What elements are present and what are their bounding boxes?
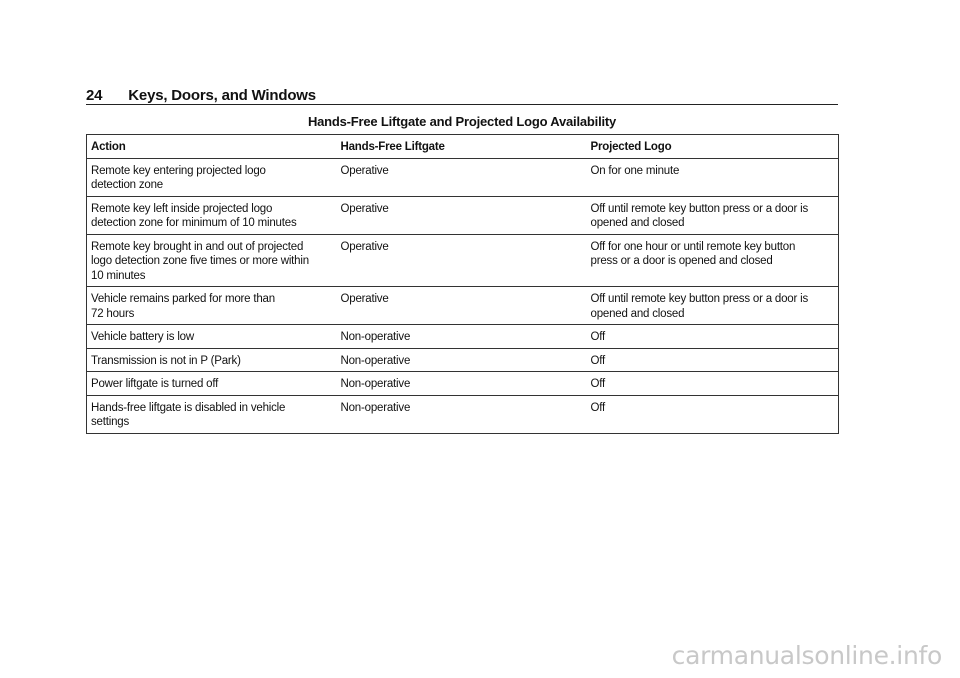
cell-action: Remote key brought in and out of projected logo detection zone five times or more within 10 minutes (87, 234, 337, 287)
column-header-action: Action (87, 135, 337, 159)
table-row (87, 348, 839, 372)
table-row (87, 196, 839, 234)
cell-logo: On for one minute (587, 158, 839, 196)
cell-action: Vehicle battery is low (87, 325, 337, 349)
cell-liftgate: Operative (337, 234, 587, 287)
column-header-projected-logo: Projected Logo (587, 135, 839, 159)
cell-liftgate: Non-operative (337, 372, 587, 396)
cell-action: Remote key entering projected logo detection zone (87, 158, 337, 196)
table-row (87, 325, 839, 349)
table-row (87, 287, 839, 325)
cell-logo: Off for one hour or until remote key button press or a door is opened and closed (587, 234, 839, 287)
cell-logo: Off (587, 372, 839, 396)
cell-liftgate: Operative (337, 196, 587, 234)
cell-logo: Off (587, 348, 839, 372)
table-row (87, 158, 839, 196)
cell-action: Remote key left inside projected logo detection zone for minimum of 10 minutes (87, 196, 337, 234)
cell-logo: Off until remote key button press or a door is opened and closed (587, 196, 839, 234)
page-number: 24 (86, 87, 103, 104)
cell-liftgate: Operative (337, 158, 587, 196)
cell-liftgate: Non-operative (337, 395, 587, 433)
page-header (86, 82, 838, 105)
availability-table (86, 134, 839, 434)
cell-logo: Off (587, 325, 839, 349)
cell-action: Power liftgate is turned off (87, 372, 337, 396)
cell-logo: Off until remote key button press or a door is opened and closed (587, 287, 839, 325)
cell-logo: Off (587, 395, 839, 433)
section-title: Keys, Doors, and Windows (128, 87, 316, 104)
watermark: carmanualsonline.info (671, 641, 942, 670)
cell-liftgate: Operative (337, 287, 587, 325)
table-title: Hands-Free Liftgate and Projected Logo Availability (307, 114, 617, 129)
table-row (87, 395, 839, 433)
cell-liftgate: Non-operative (337, 325, 587, 349)
table-row (87, 234, 839, 287)
cell-action: Vehicle remains parked for more than 72 hours (87, 287, 337, 325)
table-header-row (87, 135, 839, 159)
cell-action: Transmission is not in P (Park) (87, 348, 337, 372)
cell-action: Hands-free liftgate is disabled in vehicle settings (87, 395, 337, 433)
column-header-hands-free-liftgate: Hands-Free Liftgate (337, 135, 587, 159)
table-row (87, 372, 839, 396)
cell-liftgate: Non-operative (337, 348, 587, 372)
